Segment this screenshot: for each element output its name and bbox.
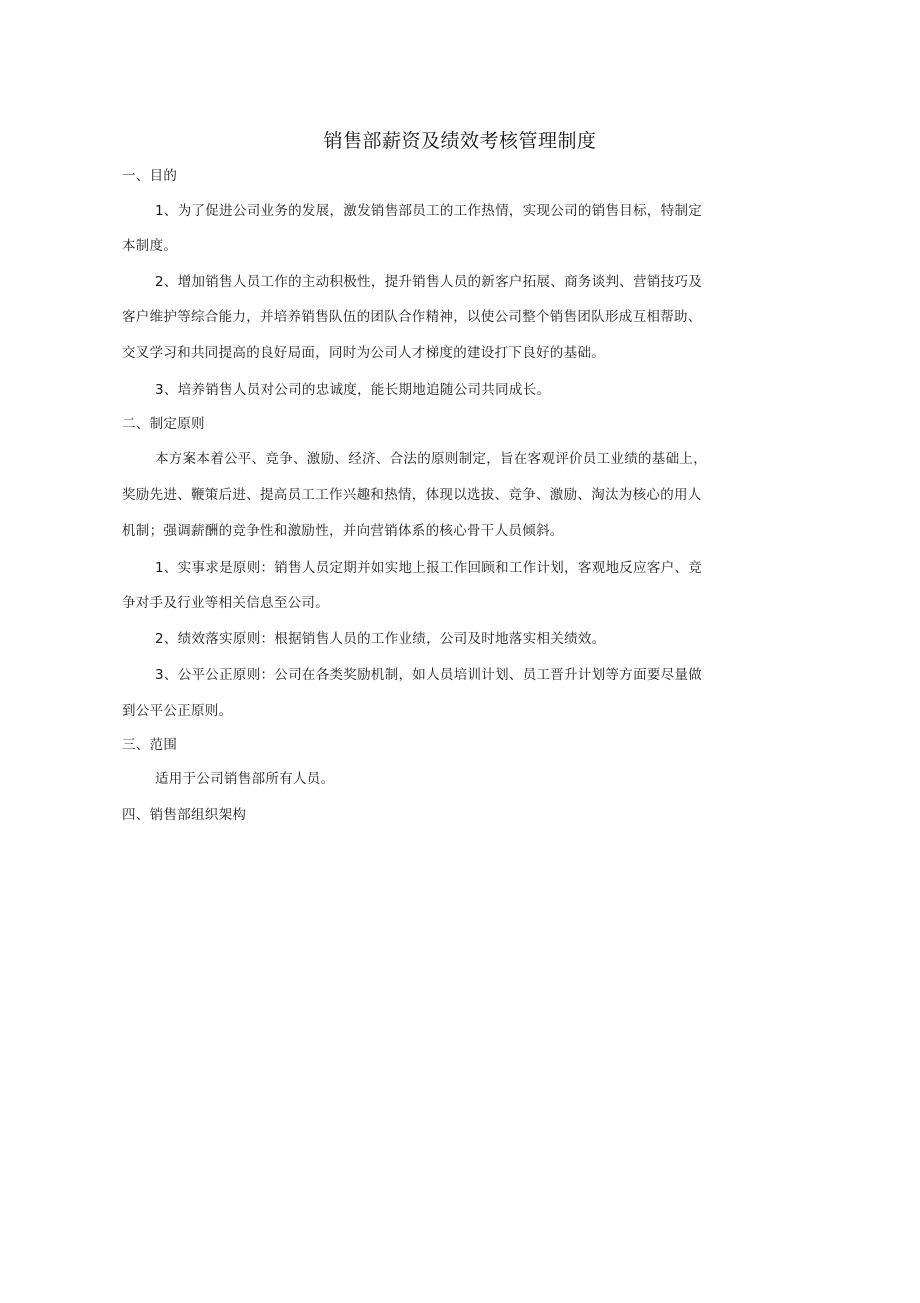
paragraph-line: 奖励先进、鞭策后进、提高员工工作兴趣和热情，体现以选拔、竞争、激励、淘汰为核心的用人 bbox=[122, 487, 702, 503]
paragraph-line: 交叉学习和共同提高的良好局面，同时为公司人才梯度的建设打下良好的基础。 bbox=[122, 345, 605, 361]
paragraph-line: 1、为了促进公司业务的发展，激发销售部员工的工作热情，实现公司的销售目标，特制定 bbox=[155, 203, 703, 219]
paragraph-line: 客户维护等综合能力，并培养销售队伍的团队合作精神，以使公司整个销售团队形成互相帮助、 bbox=[122, 309, 702, 325]
paragraph-line: 适用于公司销售部所有人员。 bbox=[155, 771, 335, 787]
paragraph-line: 3、培养销售人员对公司的忠诚度，能长期地追随公司共同成长。 bbox=[155, 382, 551, 398]
paragraph-line: 本方案本着公平、竞争、激励、经济、合法的原则制定，旨在客观评价员工业绩的基础上， bbox=[155, 451, 707, 467]
paragraph-line: 2、绩效落实原则：根据销售人员的工作业绩，公司及时地落实相关绩效。 bbox=[155, 631, 606, 647]
paragraph-line: 3、公平公正原则：公司在各类奖励机制，如人员培训计划、员工晋升计划等方面要尽量做 bbox=[155, 667, 703, 683]
paragraph-line: 争对手及行业等相关信息至公司。 bbox=[122, 595, 329, 611]
section-heading-org-structure: 四、销售部组织架构 bbox=[122, 807, 247, 823]
section-heading-purpose: 一、目的 bbox=[122, 168, 178, 184]
paragraph-line: 2、增加销售人员工作的主动积极性，提升销售人员的新客户拓展、商务谈判、营销技巧及 bbox=[155, 274, 703, 290]
document-title: 销售部薪资及绩效考核管理制度 bbox=[323, 130, 597, 152]
section-heading-principles: 二、制定原则 bbox=[122, 416, 205, 432]
paragraph-line: 本制度。 bbox=[122, 238, 178, 254]
section-heading-scope: 三、范围 bbox=[122, 737, 178, 753]
paragraph-line: 机制；强调薪酬的竞争性和激励性，并向营销体系的核心骨干人员倾斜。 bbox=[122, 523, 564, 539]
paragraph-line: 到公平公正原则。 bbox=[122, 703, 233, 719]
paragraph-line: 1、实事求是原则：销售人员定期并如实地上报工作回顾和工作计划，客观地反应客户、竞 bbox=[155, 560, 703, 576]
